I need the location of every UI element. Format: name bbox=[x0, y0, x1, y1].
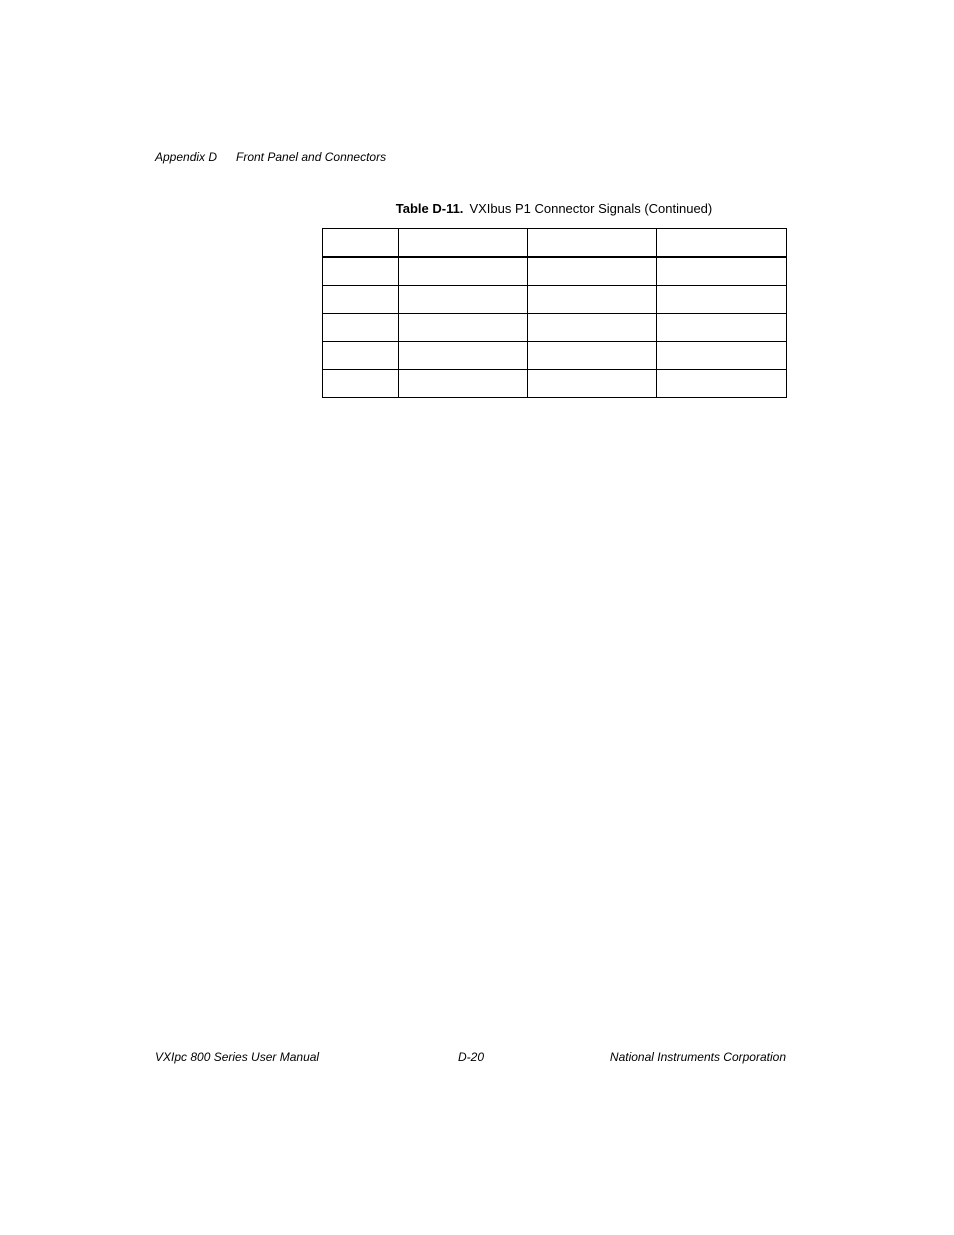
table-cell bbox=[528, 286, 657, 314]
table-cell bbox=[323, 286, 399, 314]
table-cell bbox=[399, 370, 528, 398]
table-cell bbox=[657, 286, 787, 314]
table-cell bbox=[323, 370, 399, 398]
table-cell bbox=[323, 342, 399, 370]
table-row bbox=[323, 342, 787, 370]
table-cell bbox=[528, 314, 657, 342]
table-cell bbox=[657, 229, 787, 258]
table-cell bbox=[323, 257, 399, 286]
header-section: Front Panel and Connectors bbox=[236, 150, 387, 164]
footer-page-number: D-20 bbox=[458, 1050, 485, 1064]
table-header-row bbox=[323, 229, 787, 258]
table-row bbox=[323, 257, 787, 286]
table-cell bbox=[399, 229, 528, 258]
table-cell bbox=[323, 229, 399, 258]
table-cell bbox=[657, 370, 787, 398]
table-cell bbox=[528, 257, 657, 286]
table-row bbox=[323, 370, 787, 398]
table-caption bbox=[322, 201, 786, 216]
table-cell bbox=[528, 342, 657, 370]
table-cell bbox=[399, 314, 528, 342]
table-cell bbox=[323, 314, 399, 342]
table-cell bbox=[528, 370, 657, 398]
table-caption-text: VXIbus P1 Connector Signals (Continued) bbox=[469, 201, 713, 216]
running-header bbox=[155, 150, 387, 164]
footer-company: National Instruments Corporation bbox=[609, 1050, 786, 1064]
connector-signals-table bbox=[322, 228, 787, 398]
header-appendix: Appendix D bbox=[155, 150, 218, 164]
table-caption-label: Table D-11. bbox=[395, 201, 464, 216]
table-cell bbox=[528, 229, 657, 258]
table-row bbox=[323, 286, 787, 314]
table-cell bbox=[399, 257, 528, 286]
table-cell bbox=[657, 257, 787, 286]
table-cell bbox=[399, 286, 528, 314]
table-cell bbox=[657, 314, 787, 342]
footer-manual-title: VXIpc 800 Series User Manual bbox=[155, 1050, 320, 1064]
table-row bbox=[323, 314, 787, 342]
table-cell bbox=[657, 342, 787, 370]
table-cell bbox=[399, 342, 528, 370]
